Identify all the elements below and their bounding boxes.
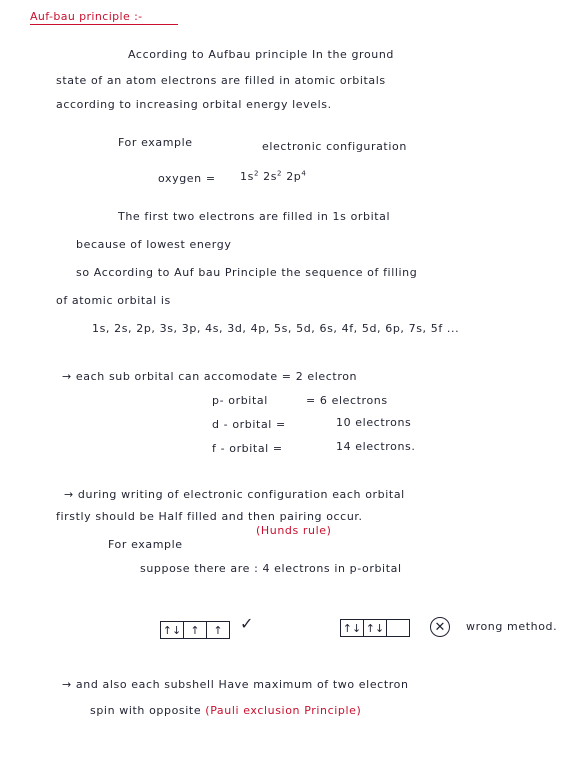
hund-line-2: firstly should be Half filled and then pairing occur. xyxy=(56,510,363,523)
orbital-cell: ↑↓ xyxy=(161,622,184,638)
correct-orbital-box xyxy=(160,621,230,639)
hund-line-1: → during writing of electronic configuration each orbital xyxy=(64,488,405,501)
pauli-opposite: opposite xyxy=(149,704,202,717)
wrong-orbital-box xyxy=(340,619,410,637)
check-icon: ✓ xyxy=(240,614,254,633)
intro-line-1: According to Aufbau principle In the ground xyxy=(128,48,394,61)
cross-icon: ✕ xyxy=(430,617,450,637)
wrong-method-label: wrong method. xyxy=(466,620,558,633)
orbital-cell: ↑ xyxy=(184,622,207,638)
pauli-rule: (Pauli exclusion Principle) xyxy=(205,704,362,717)
orbital-cell: ↑↓ xyxy=(341,620,364,636)
capacity-f-label: f - orbital = xyxy=(212,442,283,455)
capacity-f-value: 14 electrons. xyxy=(336,440,416,453)
intro-line-3: according to increasing orbital energy levels. xyxy=(56,98,332,111)
title-underline xyxy=(30,24,178,25)
pauli-line-2 xyxy=(90,704,361,717)
example-heading: electronic configuration xyxy=(262,140,407,153)
oxygen-label: oxygen = xyxy=(158,172,216,185)
capacity-d-value: 10 electrons xyxy=(336,416,412,429)
pauli-line-1: → and also each subshell Have maximum of two electron xyxy=(62,678,409,691)
note-3: so According to Auf bau Principle the sequence of filling xyxy=(76,266,418,279)
capacity-d-label: d - orbital = xyxy=(212,418,286,431)
note-1: The first two electrons are filled in 1s orbital xyxy=(118,210,391,223)
pauli-spin-prefix: spin with xyxy=(90,704,145,717)
capacity-p-value: = 6 electrons xyxy=(306,394,388,407)
hund-example-label: For example xyxy=(108,538,183,551)
intro-line-2: state of an atom electrons are filled in atomic orbitals xyxy=(56,74,386,87)
orbital-cell xyxy=(387,620,409,636)
note-2: because of lowest energy xyxy=(76,238,232,251)
filling-sequence: 1s, 2s, 2p, 3s, 3p, 4s, 3d, 4p, 5s, 5d, 6s, 4f, 5d, 6p, 7s, 5f ... xyxy=(92,322,460,335)
example-label: For example xyxy=(118,136,193,149)
note-4: of atomic orbital is xyxy=(56,294,171,307)
hund-suppose: suppose there are : 4 electrons in p-orbital xyxy=(140,562,402,575)
hund-rule: (Hunds rule) xyxy=(256,524,332,537)
orbital-cell: ↑↓ xyxy=(364,620,387,636)
capacity-p-label: p- orbital xyxy=(212,394,268,407)
capacity-intro: → each sub orbital can accomodate = 2 electron xyxy=(62,370,358,383)
page-title: Auf-bau principle :- xyxy=(30,10,143,23)
orbital-cell: ↑ xyxy=(213,623,223,637)
oxygen-config: $1s^2$ $2s^2$ $2p^4$ xyxy=(240,169,307,183)
